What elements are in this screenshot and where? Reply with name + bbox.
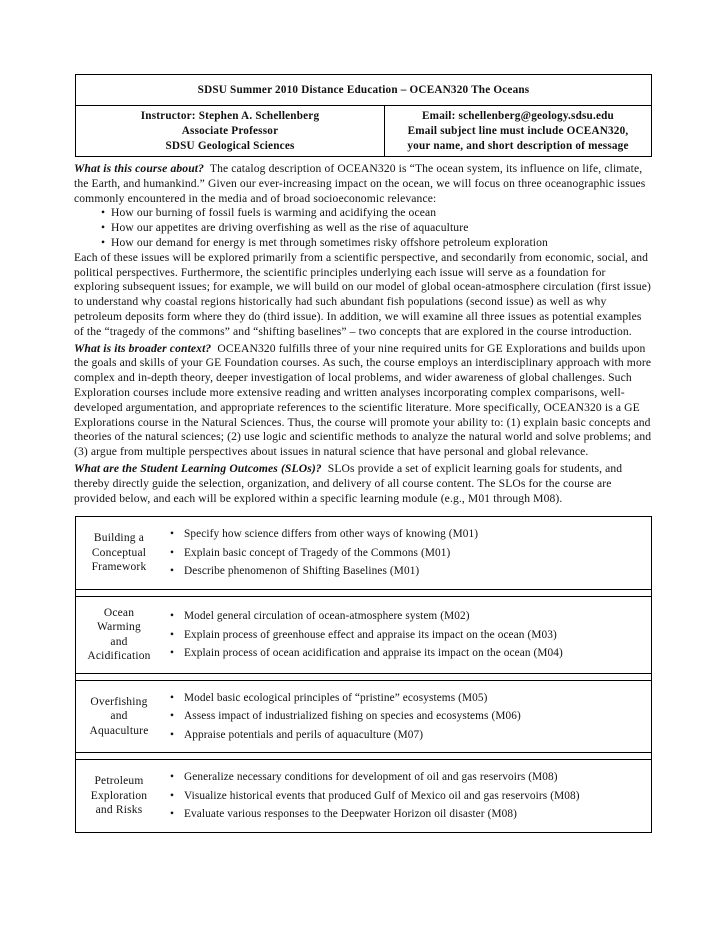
module-label-cell bbox=[76, 596, 163, 673]
module-label-cell bbox=[76, 760, 163, 833]
module-row bbox=[76, 760, 652, 833]
email-instruction-2: your name, and short description of message bbox=[407, 139, 629, 152]
module-label-cell bbox=[76, 680, 163, 753]
instructor-rank: Associate Professor bbox=[181, 124, 279, 137]
module-row bbox=[76, 517, 652, 590]
module-outcomes bbox=[162, 760, 652, 833]
module-outcomes bbox=[162, 680, 652, 753]
outcome-item: • Visualize historical events that produced Gulf of Mexico oil and gas reservoirs (M08) bbox=[170, 787, 651, 806]
issue-item: • How our appetites are driving overfishing as well as the rise of aquaculture bbox=[101, 221, 652, 236]
instructor-email: Email: schellenberg@geology.sdsu.edu bbox=[422, 109, 614, 122]
contact-info bbox=[385, 106, 652, 157]
module-label: Ocean Warming and Acidification bbox=[87, 606, 151, 663]
slo-question: What are the Student Learning Outcomes (SLOs)? bbox=[74, 461, 322, 475]
module-label: Building a Conceptual Framework bbox=[91, 532, 147, 574]
outcome-item: • Describe phenomenon of Shifting Baselines (M01) bbox=[170, 562, 651, 581]
outcome-item: • Assess impact of industrialized fishing on species and ecosystems (M06) bbox=[170, 707, 651, 726]
issue-item: • How our demand for energy is met through sometimes risky offshore petroleum exploration bbox=[101, 236, 652, 251]
outcome-item: • Generalize necessary conditions for development of oil and gas reservoirs (M08) bbox=[170, 768, 651, 787]
slo-text: SLOs provide a set of explicit learning goals for students, and thereby directly guide the selection, organization, and delivery of all course content. The SLOs for the course are provided below, and each will be explored within a specific learning module (e.g., M01 through M08). bbox=[74, 461, 623, 505]
outcome-item: • Evaluate various responses to the Deepwater Horizon oil disaster (M08) bbox=[170, 805, 651, 824]
course-header-table bbox=[75, 74, 652, 157]
about-question: What is this course about? bbox=[74, 162, 205, 175]
outcome-item: • Explain process of ocean acidification and appraise its impact on the ocean (M04) bbox=[170, 644, 651, 663]
module-row bbox=[76, 596, 652, 673]
issue-list bbox=[74, 206, 652, 250]
slo-paragraph bbox=[74, 462, 652, 506]
document-page bbox=[74, 74, 652, 833]
outcome-item: • Model general circulation of ocean-atmosphere system (M02) bbox=[170, 607, 651, 626]
module-label: Overfishing and Aquaculture bbox=[89, 695, 149, 737]
about-intro: The catalog description of OCEAN320 is “The ocean system, its influence on life, climate, the Earth, and humankind.” Given our ever-increasing impact on the ocean, we will focus on three oceanographic issues commonly encountered in the media and of broad socioeconomic relevance: bbox=[74, 162, 646, 205]
course-description bbox=[74, 162, 652, 506]
instructor-department: SDSU Geological Sciences bbox=[165, 139, 295, 152]
outcome-item: • Explain process of greenhouse effect and appraise its impact on the ocean (M03) bbox=[170, 626, 651, 645]
module-outcomes bbox=[162, 596, 652, 673]
context-question: What is its broader context? bbox=[74, 341, 212, 355]
outcome-item: • Explain basic concept of Tragedy of the Commons (M01) bbox=[170, 544, 651, 563]
context-text: OCEAN320 fulfills three of your nine required units for GE Explorations and builds upon the goals and skills of your GE Foundation courses. As such, the course employs an interdisciplinary approach with more complex and in-depth theory, deeper investigation of local problems, and wider awareness of global challenges. Such Exploration courses include more extensive reading and written analyses incorporating complex comparisons, well-developed argumentation, and appropriate references to the scientific literature. More specifically, OCEAN320 is a GE Explorations course in the Natural Sciences. Thus, the course will promote your ability to: (1) explain basic concepts and theories of the natural sciences; (2) use logic and scientific methods to analyze the natural world and solve problems; and (3) argue from multiple perspectives about issues in natural science that have personal and global relevance. bbox=[74, 341, 652, 459]
outcome-item: • Specify how science differs from other ways of knowing (M01) bbox=[170, 525, 651, 544]
course-title: SDSU Summer 2010 Distance Education – OCEAN320 The Oceans bbox=[76, 75, 652, 106]
instructor-name: Instructor: Stephen A. Schellenberg bbox=[140, 109, 320, 122]
instructor-info bbox=[76, 106, 385, 157]
slo-table bbox=[75, 516, 652, 833]
about-paragraph bbox=[74, 162, 652, 206]
module-label: Petroleum Exploration and Risks bbox=[90, 775, 148, 817]
outcome-item: • Model basic ecological principles of “pristine” ecosystems (M05) bbox=[170, 689, 651, 708]
module-outcomes bbox=[162, 517, 652, 590]
about-closing: Each of these issues will be explored primarily from a scientific perspective, and secondarily from economic, social, and political perspectives. Furthermore, the scientific principles underlying each issue will serve as a foundation for exploring subsequent issues; for example, we will build on our model of global ocean-atmosphere circulation (first issue) to understand why coastal regions historically had such abundant fish populations (second issue) as well as why petroleum deposits form where they do (third issue). In addition, we will examine all three issues as potential examples of the “tragedy of the commons” and “shifting baselines” – two concepts that are explored in the course introduction. bbox=[74, 250, 651, 338]
module-row bbox=[76, 680, 652, 753]
outcome-item: • Appraise potentials and perils of aquaculture (M07) bbox=[170, 726, 651, 745]
context-paragraph bbox=[74, 342, 652, 460]
module-label-cell bbox=[76, 517, 163, 590]
email-instruction-1: Email subject line must include OCEAN320, bbox=[407, 124, 629, 137]
issue-item: • How our burning of fossil fuels is warming and acidifying the ocean bbox=[101, 206, 652, 221]
